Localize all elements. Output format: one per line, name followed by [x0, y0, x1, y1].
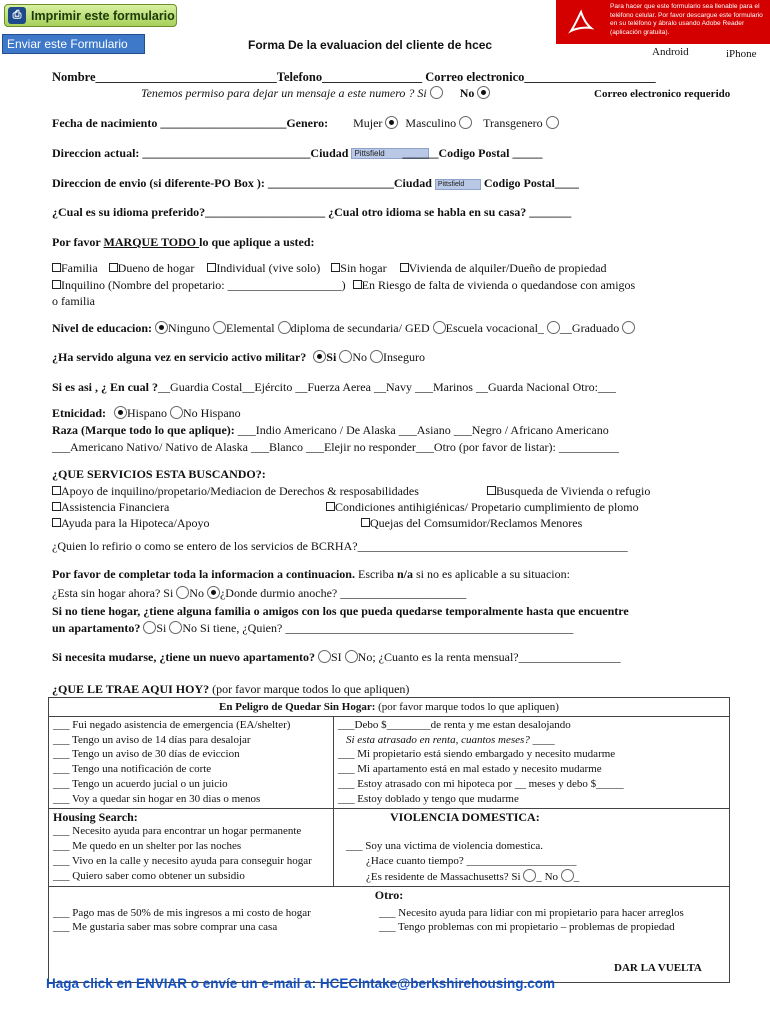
page-title: Forma De la evaluacion del cliente de hcec	[248, 38, 493, 52]
military-no-label: No	[352, 350, 367, 364]
housing-search-item[interactable]: ___ Necesito ayuda para encontrar un hogar permanente	[53, 825, 302, 838]
other-item[interactable]: ___ Tengo problemas con mi propietario – problemas de propiedad	[379, 921, 675, 934]
education-label: Nivel de educacion:	[52, 321, 152, 335]
non-hispanic-label: No Hispano	[183, 406, 241, 420]
service-b-label: Busqueda de Vivienda o refugio	[496, 484, 651, 498]
family-yes-radio[interactable]	[143, 621, 156, 634]
edu-elemental-radio[interactable]	[213, 321, 226, 334]
checkbox-alquiler[interactable]	[400, 263, 409, 272]
label-riesgo-cont: o familia	[52, 294, 95, 308]
label-riesgo: En Riesgo de falta de vivienda o quedandose con amigos	[361, 278, 636, 292]
reason-heading: ¿QUE LE TRAE AQUI HOY?	[52, 682, 210, 696]
checkbox-familia[interactable]	[52, 263, 61, 272]
branch-options[interactable]: __Guardia Costal__Ejército __Fuerza Aerea __Navy ___Marinos __Guarda Nacional Otro:___	[158, 380, 616, 394]
move-yes-radio[interactable]	[318, 650, 331, 663]
send-form-button[interactable]: Enviar este Formulario	[2, 34, 145, 54]
mark-all-underlined: MARQUE TODO	[103, 235, 200, 249]
gender-female-label: Mujer	[353, 116, 383, 130]
current-address-line[interactable]: Direccion actual: ____________________________Ciudad	[52, 146, 349, 160]
checkbox-service-c[interactable]	[52, 502, 61, 511]
housing-search-item[interactable]: ___ Quiero saber como obtener un subsidio	[53, 869, 245, 882]
ethnicity-label: Etnicidad:	[52, 406, 107, 420]
language-line[interactable]: ¿Cual es su idioma preferido?____________________ ¿Cual otro idioma se habla en su casa? _______	[52, 205, 572, 219]
checkbox-service-e[interactable]	[52, 518, 61, 527]
other-item[interactable]: ___ Pago mas de 50% de mis ingresos a mi costo de hogar	[53, 906, 311, 919]
slept-where-line[interactable]: ¿Donde durmio anoche? _____________________	[219, 586, 467, 600]
homeless-no-label: No	[189, 586, 204, 600]
risk-right-col	[334, 716, 730, 808]
service-e-label: Ayuda para la Hipoteca/Apoyo	[61, 516, 210, 530]
violence-item[interactable]: ¿Hace cuanto tiempo? ____________________	[366, 855, 577, 868]
homeless-yes-radio[interactable]	[176, 586, 189, 599]
military-no-radio[interactable]	[339, 350, 352, 363]
risk-item[interactable]: ___ Tengo una notificación de corte	[53, 763, 212, 776]
turn-over-label: DAR LA VUELTA	[614, 962, 702, 974]
violence-col: VIOLENCIA DOMESTICA: ___ Soy una victima de violencia domestica. ¿Hace cuanto tiempo? ____________________ ¿Es residente de Massachusetts? Si _ No _	[334, 808, 730, 886]
complete-instruction: Por favor de completar toda la informacion a continuacion.	[52, 567, 355, 581]
edu-graduado-label: __Graduado	[559, 321, 620, 335]
move-no-label: No;	[357, 650, 376, 664]
risk-item[interactable]: Si esta atrasado en renta, cuantos meses? ____	[346, 733, 555, 746]
move-no-radio[interactable]	[345, 650, 358, 663]
homeless-now-question: ¿Esta sin hogar ahora? Si	[52, 586, 174, 600]
risk-item[interactable]: ___ Tengo un aviso de 30 días de eviccion	[53, 748, 240, 761]
checkbox-sin-hogar[interactable]	[331, 263, 340, 272]
risk-item[interactable]: ___ Voy a quedar sin hogar en 30 dias o menos	[53, 792, 261, 805]
military-question: ¿Ha servido alguna vez en servicio activo militar?	[52, 350, 307, 364]
name-phone-email-line[interactable]: Nombre_____________________________Telefono________________ Correo electronico_____________________	[52, 70, 656, 84]
violence-resident-label: ¿Es residente de Massachusetts? Si	[366, 870, 521, 883]
violence-item[interactable]: ___ Soy una victima de violencia domestica.	[346, 840, 544, 853]
other-item[interactable]: ___ Necesito ayuda para lidiar con mi propietario para hacer arreglos	[379, 906, 684, 919]
label-alquiler: Vivienda de alquiler/Dueño de propiedad	[408, 261, 607, 275]
mailing-zip-line[interactable]: Codigo Postal____	[483, 176, 579, 190]
housing-search-item[interactable]: ___ Me quedo en un shelter por las noches	[53, 840, 242, 853]
checkbox-riesgo[interactable]	[353, 280, 362, 289]
gender-male-label: Masculino	[405, 116, 457, 130]
risk-left-col	[49, 716, 334, 808]
referral-line[interactable]: ¿Quien lo refirio o como se entero de los servicios de BCRHA?_____________________________________________	[52, 539, 628, 553]
adobe-notice-box	[556, 0, 770, 44]
label-inquilino: Inquilino (Nombre del propetario: ___________________)	[61, 278, 346, 292]
iphone-link[interactable]: iPhone	[726, 48, 757, 60]
label-familia: Familia	[61, 261, 98, 275]
message-yes-radio[interactable]	[430, 86, 443, 99]
rent-line[interactable]: ¿Cuanto es la renta mensual?_________________	[375, 650, 621, 664]
family-yes-label: Si	[156, 621, 167, 635]
adobe-notice-text: Para hacer que este formulario sea llenable para el teléfono celular. Por favor descargue este formulario en su teléfono y ábralo usando Adobe Reader (aplicación gratuita).	[610, 3, 763, 36]
risk-subtitle: (por favor marque todos lo que apliquen)	[375, 701, 559, 713]
housing-search-item[interactable]: ___ Vivo en la calle y necesito ayuda para conseguir hogar	[53, 854, 312, 867]
non-hispanic-radio[interactable]	[170, 406, 183, 419]
checkbox-inquilino[interactable]	[52, 280, 61, 289]
risk-item[interactable]: ___ Estoy doblado y tengo que mudarme	[338, 792, 519, 805]
gender-female-radio[interactable]	[385, 116, 398, 129]
edu-vocacional-label: Escuela vocacional_	[445, 321, 544, 335]
checkbox-service-b[interactable]	[487, 486, 496, 495]
services-heading: ¿QUE SERVICIOS ESTA BUSCANDO?:	[52, 467, 266, 481]
submit-instruction[interactable]: Haga click en ENVIAR o envíe un e-mail a: HCECIntake@berkshirehousing.com	[46, 976, 556, 991]
mailing-city-field[interactable]: Pittsfield	[435, 179, 481, 190]
na-label: n/a	[396, 567, 413, 581]
label-dueno: Dueno de hogar	[117, 261, 195, 275]
race-options-2[interactable]: ___Americano Nativo/ Nativo de Alaska ___Blanco ___Elejir no responder___Otro (por favor de listar): __________	[52, 440, 619, 454]
service-c-label: Assistencia Financiera	[61, 500, 170, 514]
service-d-label: Condiciones antihigiénicas/ Propetario cumplimiento de plomo	[335, 500, 639, 514]
adobe-pdf-icon	[556, 0, 606, 44]
family-no-radio[interactable]	[169, 621, 182, 634]
edu-vocacional-radio-2[interactable]	[547, 321, 560, 334]
gender-trans-label: Transgenero	[483, 116, 543, 130]
checkbox-dueno[interactable]	[109, 263, 118, 272]
violence-no-label: No	[544, 870, 559, 883]
printer-icon: ⎙	[8, 7, 26, 24]
risk-title: En Peligro de Quedar Sin Hogar:	[219, 701, 376, 713]
risk-item[interactable]: ___ Tengo un acuerdo jucial o un juicio	[53, 777, 228, 790]
housing-search-col	[49, 808, 334, 886]
edu-ninguno-radio[interactable]	[155, 321, 168, 334]
branch-label: Si es asi , ¿ En cual ?	[52, 380, 159, 394]
print-form-button[interactable]	[4, 4, 177, 27]
family-no-label: No	[182, 621, 198, 635]
other-item[interactable]: ___ Me gustaria saber mas sobre comprar una casa	[53, 921, 278, 934]
label-sin-hogar: Sin hogar	[340, 261, 387, 275]
mark-all-pre: Por favor	[52, 235, 104, 249]
edu-vocacional-radio[interactable]	[433, 321, 446, 334]
edu-ninguno-label: Ninguno	[168, 321, 210, 335]
family-question-1: Si no tiene hogar, ¿tiene alguna familia o amigos con los que pueda quedarse temporalmente hasta que encuentre	[52, 604, 629, 618]
mark-all-heading	[52, 235, 314, 250]
checkbox-individual[interactable]	[207, 263, 216, 272]
military-unsure-label: Inseguro	[382, 350, 425, 364]
race-label: Raza (Marque todo lo que aplique):	[52, 423, 235, 437]
risk-item[interactable]: ___ Mi apartamento está en mal estado y necesito mudarme	[338, 763, 602, 776]
zip-line[interactable]: ______Codigo Postal _____	[402, 146, 543, 160]
gender-trans-radio[interactable]	[546, 116, 559, 129]
move-yes-label: SI	[331, 650, 342, 664]
checkbox-service-a[interactable]	[52, 486, 61, 495]
hispanic-radio[interactable]	[114, 406, 127, 419]
gender-male-radio[interactable]	[459, 116, 472, 129]
android-link[interactable]: Android	[652, 46, 689, 58]
military-yes-label: Si	[326, 350, 337, 364]
message-no-radio[interactable]	[477, 86, 490, 99]
move-question: Si necesita mudarse, ¿tiene un nuevo apartamento?	[52, 650, 315, 664]
print-form-label: Imprimir este formulario	[31, 8, 175, 23]
label-individual: Individual (vive solo)	[216, 261, 321, 275]
military-yes-radio[interactable]	[313, 350, 326, 363]
reasons-table	[48, 697, 730, 983]
hispanic-label: Hispano	[127, 406, 168, 420]
race-options-1[interactable]: ___Indio Americano / De Alaska ___Asiano ___Negro / Africano Americano	[237, 423, 609, 437]
service-f-label: Quejas del Comsumidor/Reclamos Menores	[370, 516, 583, 530]
checkbox-service-d[interactable]	[326, 502, 335, 511]
housing-search-title: Housing Search:	[53, 809, 138, 824]
checkbox-service-f[interactable]	[361, 518, 370, 527]
complete-instruction-2: Escriba	[354, 567, 397, 581]
city-field[interactable]: Pittsfield	[351, 148, 429, 159]
resident-no-radio[interactable]	[561, 869, 574, 882]
risk-item[interactable]: ___ Mi propietario está siendo embargado y necesito mudarme	[338, 748, 616, 761]
birthdate-gender-line[interactable]: Fecha de nacimiento _____________________Genero:	[52, 116, 329, 130]
family-question-2: un apartamento?	[52, 621, 141, 635]
resident-yes-radio[interactable]	[523, 869, 536, 882]
service-a-label: Apoyo de inquilino/propetario/Mediacion de Derechos & resposabilidades	[61, 484, 419, 498]
violence-title: VIOLENCIA DOMESTICA:	[390, 809, 540, 824]
edu-diploma-label: diploma de secundaria/ GED	[290, 321, 430, 335]
edu-elemental-label: Elemental	[226, 321, 275, 335]
risk-item[interactable]: ___ Tengo un aviso de 14 días para desalojar	[53, 733, 251, 746]
homeless-no-radio[interactable]	[207, 586, 220, 599]
reason-subheading: (por favor marque todos lo que apliquen)	[209, 682, 410, 696]
permission-question: Tenemos permiso para dejar un mensaje a este numero ? Si	[141, 86, 427, 100]
complete-instruction-3: si no es aplicable a su situacion:	[412, 567, 570, 581]
risk-item[interactable]: ___Debo $________de renta y me estan desalojando	[338, 718, 571, 731]
edu-graduado-radio[interactable]	[622, 321, 635, 334]
family-who-line[interactable]: Si tiene, ¿Quien? ________________________________________________	[197, 621, 574, 635]
military-unsure-radio[interactable]	[370, 350, 383, 363]
mark-all-post: lo que aplique a usted:	[199, 235, 315, 249]
message-no-label: No	[459, 86, 475, 100]
other-title: Otro:	[374, 887, 404, 902]
risk-item[interactable]: ___ Estoy atrasado con mi hipoteca por __ meses y debo $_____	[338, 777, 624, 790]
risk-item[interactable]: ___ Fui negado asistencia de emergencia (EA/shelter)	[53, 718, 291, 731]
edu-diploma-radio[interactable]	[278, 321, 291, 334]
mailing-address-line[interactable]: Direccion de envio (si diferente-PO Box ): _____________________Ciudad	[52, 176, 432, 190]
email-required-label: Correo electronico requerido	[594, 88, 731, 100]
